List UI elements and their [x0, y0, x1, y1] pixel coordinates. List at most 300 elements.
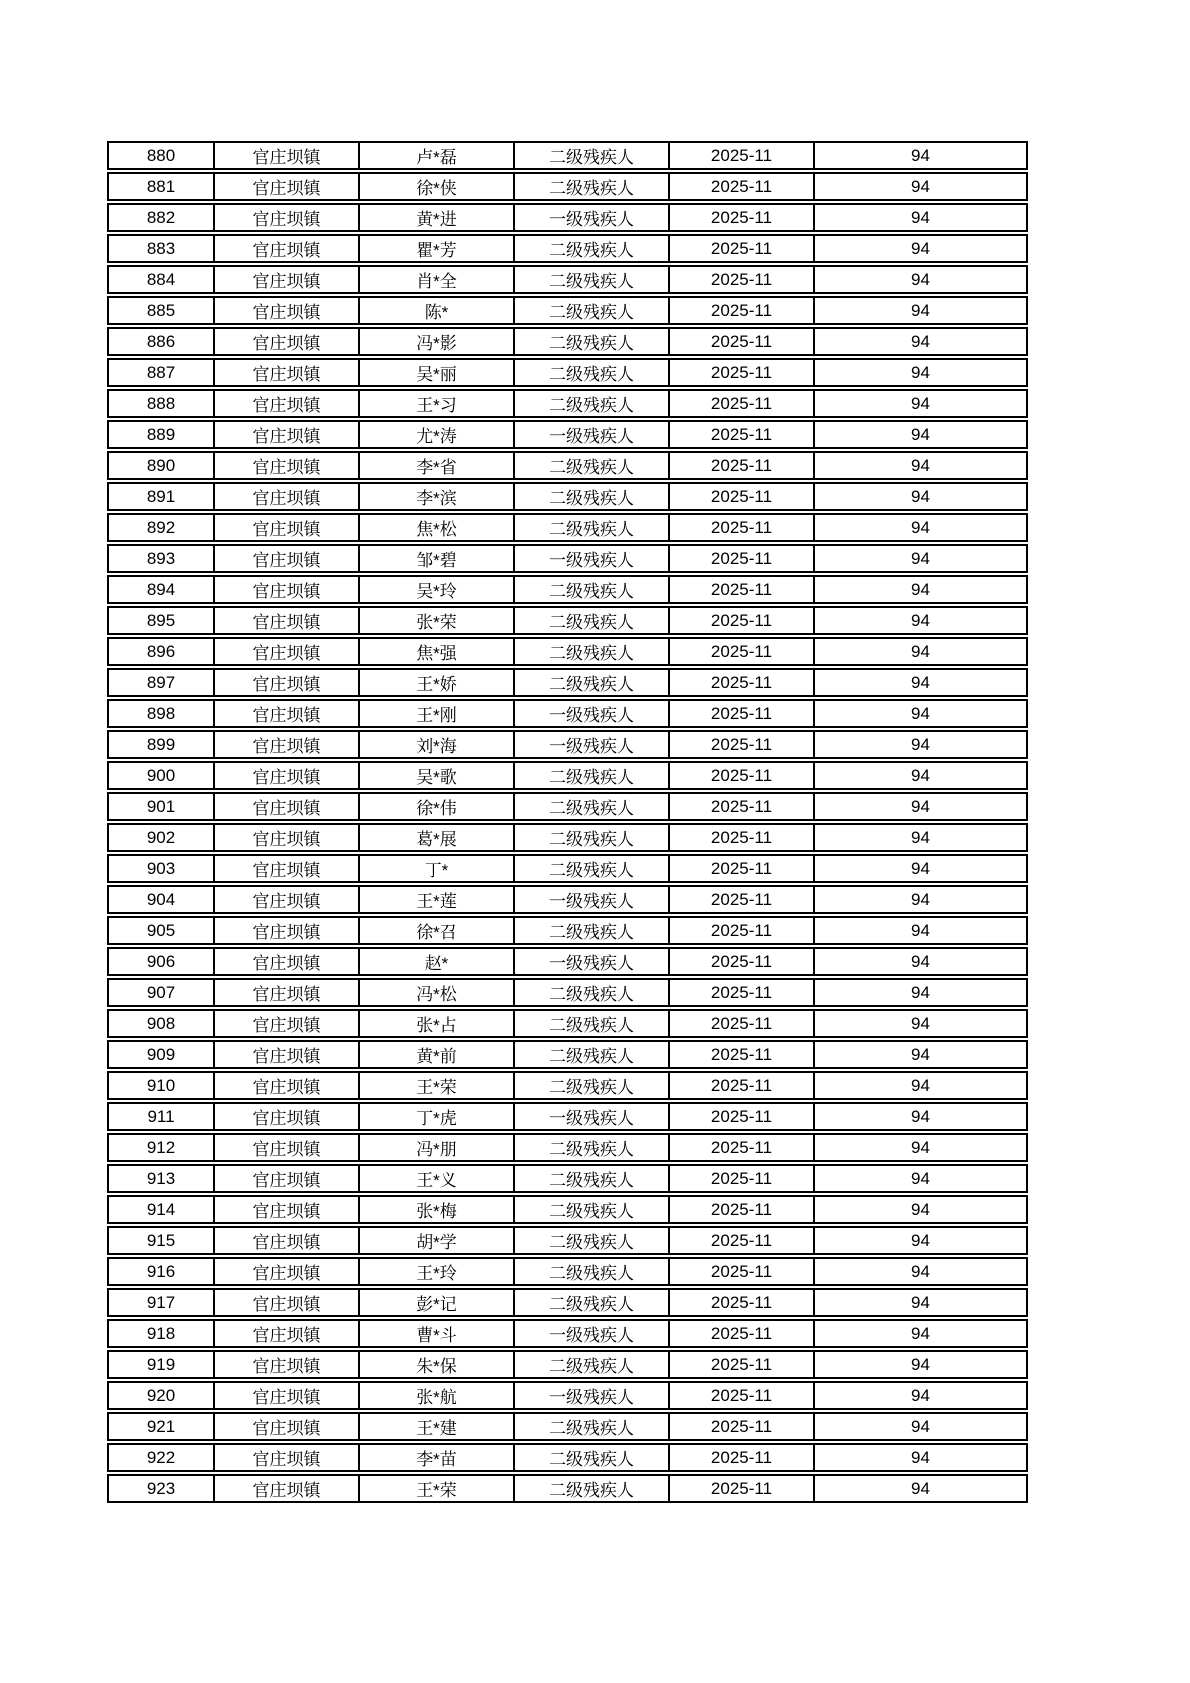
town-cell: 官庄坝镇: [215, 606, 360, 635]
amount-cell: 94: [815, 730, 1028, 759]
town-cell: 官庄坝镇: [215, 637, 360, 666]
amount-cell: 94: [815, 1381, 1028, 1410]
month-cell: 2025-11: [670, 296, 815, 325]
category-cell: 二级残疾人: [515, 606, 670, 635]
month-cell: 2025-11: [670, 482, 815, 511]
month-cell: 2025-11: [670, 1412, 815, 1441]
table-row: [107, 1009, 1028, 1038]
month-cell: 2025-11: [670, 141, 815, 170]
name-cell: 张*荣: [360, 606, 515, 635]
seq-cell: 899: [107, 730, 215, 759]
month-cell: 2025-11: [670, 668, 815, 697]
table-row: [107, 1226, 1028, 1255]
month-cell: 2025-11: [670, 1474, 815, 1503]
seq-cell: 920: [107, 1381, 215, 1410]
amount-cell: 94: [815, 761, 1028, 790]
month-cell: 2025-11: [670, 916, 815, 945]
month-cell: 2025-11: [670, 1009, 815, 1038]
amount-cell: 94: [815, 792, 1028, 821]
category-cell: 二级残疾人: [515, 451, 670, 480]
table-row: [107, 1257, 1028, 1286]
category-cell: 二级残疾人: [515, 823, 670, 852]
table-row: [107, 730, 1028, 759]
town-cell: 官庄坝镇: [215, 699, 360, 728]
town-cell: 官庄坝镇: [215, 234, 360, 263]
amount-cell: 94: [815, 575, 1028, 604]
town-cell: 官庄坝镇: [215, 296, 360, 325]
amount-cell: 94: [815, 823, 1028, 852]
town-cell: 官庄坝镇: [215, 1071, 360, 1100]
name-cell: 张*航: [360, 1381, 515, 1410]
month-cell: 2025-11: [670, 792, 815, 821]
amount-cell: 94: [815, 1071, 1028, 1100]
seq-cell: 881: [107, 172, 215, 201]
category-cell: 二级残疾人: [515, 358, 670, 387]
seq-cell: 889: [107, 420, 215, 449]
amount-cell: 94: [815, 513, 1028, 542]
amount-cell: 94: [815, 1443, 1028, 1472]
name-cell: 刘*海: [360, 730, 515, 759]
table-row: [107, 916, 1028, 945]
town-cell: 官庄坝镇: [215, 730, 360, 759]
category-cell: 二级残疾人: [515, 1226, 670, 1255]
table-row: [107, 606, 1028, 635]
table-row: [107, 575, 1028, 604]
seq-cell: 892: [107, 513, 215, 542]
name-cell: 李*省: [360, 451, 515, 480]
category-cell: 二级残疾人: [515, 389, 670, 418]
table-row: [107, 637, 1028, 666]
town-cell: 官庄坝镇: [215, 544, 360, 573]
amount-cell: 94: [815, 1412, 1028, 1441]
town-cell: 官庄坝镇: [215, 451, 360, 480]
month-cell: 2025-11: [670, 389, 815, 418]
table-row: [107, 1133, 1028, 1162]
category-cell: 二级残疾人: [515, 1257, 670, 1286]
month-cell: 2025-11: [670, 1381, 815, 1410]
month-cell: 2025-11: [670, 978, 815, 1007]
category-cell: 二级残疾人: [515, 234, 670, 263]
month-cell: 2025-11: [670, 761, 815, 790]
seq-cell: 923: [107, 1474, 215, 1503]
table-row: [107, 420, 1028, 449]
month-cell: 2025-11: [670, 513, 815, 542]
seq-cell: 905: [107, 916, 215, 945]
seq-cell: 910: [107, 1071, 215, 1100]
category-cell: 二级残疾人: [515, 1133, 670, 1162]
table-row: [107, 1102, 1028, 1131]
name-cell: 王*莲: [360, 885, 515, 914]
table-row: [107, 358, 1028, 387]
name-cell: 肖*全: [360, 265, 515, 294]
seq-cell: 908: [107, 1009, 215, 1038]
month-cell: 2025-11: [670, 451, 815, 480]
category-cell: 二级残疾人: [515, 513, 670, 542]
month-cell: 2025-11: [670, 730, 815, 759]
month-cell: 2025-11: [670, 885, 815, 914]
category-cell: 二级残疾人: [515, 916, 670, 945]
amount-cell: 94: [815, 668, 1028, 697]
town-cell: 官庄坝镇: [215, 761, 360, 790]
seq-cell: 896: [107, 637, 215, 666]
table-row: [107, 544, 1028, 573]
amount-cell: 94: [815, 141, 1028, 170]
seq-cell: 883: [107, 234, 215, 263]
table-row: [107, 699, 1028, 728]
table-row: [107, 1381, 1028, 1410]
category-cell: 二级残疾人: [515, 172, 670, 201]
name-cell: 曹*斗: [360, 1319, 515, 1348]
name-cell: 焦*强: [360, 637, 515, 666]
category-cell: 二级残疾人: [515, 296, 670, 325]
table-row: [107, 1071, 1028, 1100]
seq-cell: 898: [107, 699, 215, 728]
town-cell: 官庄坝镇: [215, 575, 360, 604]
amount-cell: 94: [815, 885, 1028, 914]
month-cell: 2025-11: [670, 1319, 815, 1348]
seq-cell: 912: [107, 1133, 215, 1162]
category-cell: 二级残疾人: [515, 141, 670, 170]
table-row: [107, 668, 1028, 697]
town-cell: 官庄坝镇: [215, 916, 360, 945]
town-cell: 官庄坝镇: [215, 1164, 360, 1193]
amount-cell: 94: [815, 699, 1028, 728]
town-cell: 官庄坝镇: [215, 1040, 360, 1069]
seq-cell: 886: [107, 327, 215, 356]
name-cell: 吴*丽: [360, 358, 515, 387]
category-cell: 二级残疾人: [515, 854, 670, 883]
town-cell: 官庄坝镇: [215, 1350, 360, 1379]
seq-cell: 907: [107, 978, 215, 1007]
seq-cell: 919: [107, 1350, 215, 1379]
amount-cell: 94: [815, 296, 1028, 325]
town-cell: 官庄坝镇: [215, 1288, 360, 1317]
name-cell: 吴*歌: [360, 761, 515, 790]
table-row: [107, 234, 1028, 263]
category-cell: 一级残疾人: [515, 699, 670, 728]
month-cell: 2025-11: [670, 823, 815, 852]
name-cell: 吴*玲: [360, 575, 515, 604]
seq-cell: 913: [107, 1164, 215, 1193]
town-cell: 官庄坝镇: [215, 482, 360, 511]
seq-cell: 916: [107, 1257, 215, 1286]
name-cell: 张*梅: [360, 1195, 515, 1224]
town-cell: 官庄坝镇: [215, 1195, 360, 1224]
amount-cell: 94: [815, 327, 1028, 356]
table-row: [107, 823, 1028, 852]
town-cell: 官庄坝镇: [215, 172, 360, 201]
name-cell: 李*滨: [360, 482, 515, 511]
category-cell: 二级残疾人: [515, 327, 670, 356]
category-cell: 二级残疾人: [515, 1195, 670, 1224]
name-cell: 徐*召: [360, 916, 515, 945]
town-cell: 官庄坝镇: [215, 1474, 360, 1503]
category-cell: 一级残疾人: [515, 420, 670, 449]
amount-cell: 94: [815, 1102, 1028, 1131]
table-row: [107, 296, 1028, 325]
table-body: [107, 141, 1028, 1503]
month-cell: 2025-11: [670, 854, 815, 883]
name-cell: 王*娇: [360, 668, 515, 697]
table-row: [107, 1443, 1028, 1472]
name-cell: 王*玲: [360, 1257, 515, 1286]
amount-cell: 94: [815, 451, 1028, 480]
name-cell: 王*荣: [360, 1474, 515, 1503]
amount-cell: 94: [815, 172, 1028, 201]
town-cell: 官庄坝镇: [215, 513, 360, 542]
town-cell: 官庄坝镇: [215, 203, 360, 232]
table-row: [107, 203, 1028, 232]
seq-cell: 904: [107, 885, 215, 914]
month-cell: 2025-11: [670, 699, 815, 728]
category-cell: 二级残疾人: [515, 761, 670, 790]
amount-cell: 94: [815, 265, 1028, 294]
town-cell: 官庄坝镇: [215, 420, 360, 449]
seq-cell: 891: [107, 482, 215, 511]
seq-cell: 922: [107, 1443, 215, 1472]
seq-cell: 911: [107, 1102, 215, 1131]
month-cell: 2025-11: [670, 1443, 815, 1472]
town-cell: 官庄坝镇: [215, 978, 360, 1007]
town-cell: 官庄坝镇: [215, 823, 360, 852]
amount-cell: 94: [815, 978, 1028, 1007]
table-row: [107, 451, 1028, 480]
category-cell: 二级残疾人: [515, 1412, 670, 1441]
category-cell: 二级残疾人: [515, 1071, 670, 1100]
town-cell: 官庄坝镇: [215, 885, 360, 914]
town-cell: 官庄坝镇: [215, 792, 360, 821]
seq-cell: 885: [107, 296, 215, 325]
month-cell: 2025-11: [670, 1226, 815, 1255]
table-row: [107, 513, 1028, 542]
table-row: [107, 1350, 1028, 1379]
seq-cell: 901: [107, 792, 215, 821]
month-cell: 2025-11: [670, 420, 815, 449]
month-cell: 2025-11: [670, 1195, 815, 1224]
amount-cell: 94: [815, 234, 1028, 263]
town-cell: 官庄坝镇: [215, 1102, 360, 1131]
category-cell: 二级残疾人: [515, 1009, 670, 1038]
category-cell: 二级残疾人: [515, 637, 670, 666]
name-cell: 徐*侠: [360, 172, 515, 201]
name-cell: 邹*碧: [360, 544, 515, 573]
amount-cell: 94: [815, 854, 1028, 883]
category-cell: 一级残疾人: [515, 1102, 670, 1131]
seq-cell: 890: [107, 451, 215, 480]
town-cell: 官庄坝镇: [215, 668, 360, 697]
category-cell: 一级残疾人: [515, 885, 670, 914]
amount-cell: 94: [815, 1133, 1028, 1162]
name-cell: 丁*: [360, 854, 515, 883]
name-cell: 冯*朋: [360, 1133, 515, 1162]
seq-cell: 909: [107, 1040, 215, 1069]
category-cell: 二级残疾人: [515, 265, 670, 294]
amount-cell: 94: [815, 1164, 1028, 1193]
amount-cell: 94: [815, 1350, 1028, 1379]
town-cell: 官庄坝镇: [215, 358, 360, 387]
amount-cell: 94: [815, 1319, 1028, 1348]
amount-cell: 94: [815, 544, 1028, 573]
seq-cell: 906: [107, 947, 215, 976]
month-cell: 2025-11: [670, 1257, 815, 1286]
name-cell: 王*荣: [360, 1071, 515, 1100]
town-cell: 官庄坝镇: [215, 141, 360, 170]
benefit-roster-table: [107, 139, 1028, 1505]
month-cell: 2025-11: [670, 1133, 815, 1162]
category-cell: 二级残疾人: [515, 792, 670, 821]
town-cell: 官庄坝镇: [215, 1443, 360, 1472]
amount-cell: 94: [815, 203, 1028, 232]
name-cell: 黄*前: [360, 1040, 515, 1069]
name-cell: 张*占: [360, 1009, 515, 1038]
month-cell: 2025-11: [670, 606, 815, 635]
seq-cell: 917: [107, 1288, 215, 1317]
name-cell: 丁*虎: [360, 1102, 515, 1131]
town-cell: 官庄坝镇: [215, 1319, 360, 1348]
town-cell: 官庄坝镇: [215, 947, 360, 976]
name-cell: 徐*伟: [360, 792, 515, 821]
name-cell: 冯*影: [360, 327, 515, 356]
town-cell: 官庄坝镇: [215, 1412, 360, 1441]
table-row: [107, 978, 1028, 1007]
month-cell: 2025-11: [670, 265, 815, 294]
table-row: [107, 1040, 1028, 1069]
table-row: [107, 1164, 1028, 1193]
seq-cell: 880: [107, 141, 215, 170]
table-row: [107, 885, 1028, 914]
amount-cell: 94: [815, 1009, 1028, 1038]
town-cell: 官庄坝镇: [215, 854, 360, 883]
name-cell: 王*刚: [360, 699, 515, 728]
category-cell: 一级残疾人: [515, 1319, 670, 1348]
town-cell: 官庄坝镇: [215, 1381, 360, 1410]
name-cell: 赵*: [360, 947, 515, 976]
seq-cell: 893: [107, 544, 215, 573]
amount-cell: 94: [815, 1288, 1028, 1317]
category-cell: 二级残疾人: [515, 575, 670, 604]
name-cell: 王*建: [360, 1412, 515, 1441]
category-cell: 二级残疾人: [515, 482, 670, 511]
category-cell: 一级残疾人: [515, 730, 670, 759]
seq-cell: 888: [107, 389, 215, 418]
category-cell: 二级残疾人: [515, 1474, 670, 1503]
amount-cell: 94: [815, 420, 1028, 449]
amount-cell: 94: [815, 606, 1028, 635]
month-cell: 2025-11: [670, 1288, 815, 1317]
table-row: [107, 327, 1028, 356]
category-cell: 一级残疾人: [515, 947, 670, 976]
name-cell: 葛*展: [360, 823, 515, 852]
table-row: [107, 1412, 1028, 1441]
table-row: [107, 1474, 1028, 1503]
name-cell: 瞿*芳: [360, 234, 515, 263]
table-row: [107, 389, 1028, 418]
town-cell: 官庄坝镇: [215, 1009, 360, 1038]
name-cell: 彭*记: [360, 1288, 515, 1317]
seq-cell: 897: [107, 668, 215, 697]
table-row: [107, 1319, 1028, 1348]
seq-cell: 887: [107, 358, 215, 387]
amount-cell: 94: [815, 1474, 1028, 1503]
seq-cell: 915: [107, 1226, 215, 1255]
amount-cell: 94: [815, 358, 1028, 387]
category-cell: 二级残疾人: [515, 1443, 670, 1472]
seq-cell: 914: [107, 1195, 215, 1224]
table-row: [107, 947, 1028, 976]
month-cell: 2025-11: [670, 575, 815, 604]
amount-cell: 94: [815, 637, 1028, 666]
amount-cell: 94: [815, 1040, 1028, 1069]
month-cell: 2025-11: [670, 544, 815, 573]
category-cell: 二级残疾人: [515, 978, 670, 1007]
seq-cell: 882: [107, 203, 215, 232]
category-cell: 二级残疾人: [515, 1164, 670, 1193]
town-cell: 官庄坝镇: [215, 1133, 360, 1162]
month-cell: 2025-11: [670, 1071, 815, 1100]
category-cell: 一级残疾人: [515, 1381, 670, 1410]
month-cell: 2025-11: [670, 327, 815, 356]
town-cell: 官庄坝镇: [215, 389, 360, 418]
category-cell: 二级残疾人: [515, 668, 670, 697]
name-cell: 李*苗: [360, 1443, 515, 1472]
amount-cell: 94: [815, 1195, 1028, 1224]
table-row: [107, 141, 1028, 170]
month-cell: 2025-11: [670, 172, 815, 201]
table-row: [107, 761, 1028, 790]
seq-cell: 900: [107, 761, 215, 790]
amount-cell: 94: [815, 389, 1028, 418]
month-cell: 2025-11: [670, 358, 815, 387]
name-cell: 冯*松: [360, 978, 515, 1007]
seq-cell: 902: [107, 823, 215, 852]
name-cell: 胡*学: [360, 1226, 515, 1255]
amount-cell: 94: [815, 947, 1028, 976]
amount-cell: 94: [815, 916, 1028, 945]
amount-cell: 94: [815, 1226, 1028, 1255]
category-cell: 二级残疾人: [515, 1040, 670, 1069]
seq-cell: 884: [107, 265, 215, 294]
name-cell: 王*习: [360, 389, 515, 418]
month-cell: 2025-11: [670, 234, 815, 263]
seq-cell: 894: [107, 575, 215, 604]
name-cell: 朱*保: [360, 1350, 515, 1379]
seq-cell: 921: [107, 1412, 215, 1441]
name-cell: 卢*磊: [360, 141, 515, 170]
table-row: [107, 482, 1028, 511]
category-cell: 一级残疾人: [515, 544, 670, 573]
month-cell: 2025-11: [670, 637, 815, 666]
table-row: [107, 172, 1028, 201]
seq-cell: 903: [107, 854, 215, 883]
month-cell: 2025-11: [670, 1040, 815, 1069]
table-row: [107, 854, 1028, 883]
town-cell: 官庄坝镇: [215, 1257, 360, 1286]
town-cell: 官庄坝镇: [215, 1226, 360, 1255]
month-cell: 2025-11: [670, 1102, 815, 1131]
table-row: [107, 792, 1028, 821]
town-cell: 官庄坝镇: [215, 327, 360, 356]
name-cell: 王*义: [360, 1164, 515, 1193]
name-cell: 陈*: [360, 296, 515, 325]
table-row: [107, 1195, 1028, 1224]
name-cell: 焦*松: [360, 513, 515, 542]
month-cell: 2025-11: [670, 1350, 815, 1379]
amount-cell: 94: [815, 482, 1028, 511]
seq-cell: 895: [107, 606, 215, 635]
name-cell: 黄*进: [360, 203, 515, 232]
category-cell: 二级残疾人: [515, 1288, 670, 1317]
category-cell: 二级残疾人: [515, 1350, 670, 1379]
